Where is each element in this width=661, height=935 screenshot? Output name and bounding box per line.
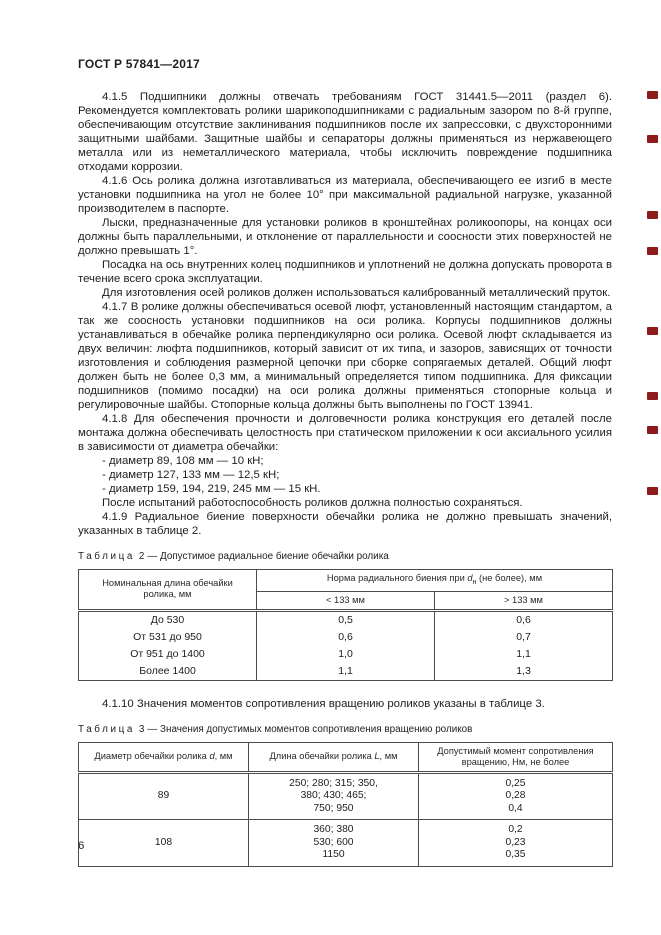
table-2-subheader-gt-133: > 133 мм [435,591,613,610]
table-2-cell: До 530 [79,610,257,629]
table-2-cell: 1,3 [435,663,613,681]
table-2-subheader-lt-133: < 133 мм [257,591,435,610]
table-3-header-d-symbol: d [209,751,215,762]
table-2-cell: 0,6 [257,629,435,646]
table-3-caption [78,724,612,735]
table-3-header-length: Длина обечайки ролика L, мм [249,742,419,772]
table-2-header-d-symbol: d [467,573,473,583]
table-2-caption-text: — Допустимое радиальное биение обечайки ролика [147,551,389,562]
page-content [78,57,612,867]
table-2-header-length: Номинальная длина обечайки ролика, мм [79,570,257,611]
document-title: ГОСТ Р 57841—2017 [78,57,200,71]
table-3-header-diameter: Диаметр обечайки ролика d, мм [79,742,249,772]
table-row [79,629,613,646]
table-3-header-moment: Допустимый момент сопротивления вращению, Нм, не более [419,742,613,772]
paragraph-posadka: Посадка на ось внутренних колец подшипников и уплотнений не должна допускать проворота в течение всего срока эксплуатации. [78,259,612,285]
paragraph-4-1-8: 4.1.8 Для обеспечения прочности и долговечности ролика конструкция его деталей после монтажа должна обеспечивать целостность при статическом приложении к оси аксиального усилия в зависимости от диаметра обечайки: [78,413,612,453]
margin-mark [647,211,658,219]
table-2-cell: 0,6 [435,610,613,629]
table-3-caption-text: — Значения допустимых моментов сопротивления вращению роликов [147,723,473,735]
table-2-cell: От 531 до 950 [79,629,257,646]
table-row [79,610,613,629]
table-row [79,663,613,681]
table-2-header-norm: Норма радиального биения при $d_н$ (не более), мм [257,570,613,592]
table-2-cell: 0,7 [435,629,613,646]
paragraph-prutok: Для изготовления осей роликов должен использоваться калиброванный металлический пруток. [102,287,611,299]
paragraph-4-1-10: 4.1.10 Значения моментов сопротивления вращению роликов указаны в таблице 3. [102,697,545,710]
table-3-header-l-symbol: L [374,751,380,762]
table-3 [78,742,613,867]
table-3-moments-cell: 0,2 0,23 0,35 [419,820,613,867]
margin-mark [647,91,658,99]
table-3-diameter-cell: 108 [79,820,249,867]
paragraph-after-tests: После испытаний работоспособность роликов должна полностью сохраняться. [102,497,523,509]
table-2-cell: 1,1 [257,663,435,681]
list-item-diameter-89-108: - диаметр 89, 108 мм — 10 кН; [102,455,264,467]
paragraph-4-1-9: 4.1.9 Радиальное биение поверхности обечайки ролика не должно превышать значений, указанных в таблице 2. [78,511,612,537]
paragraph-lyski: Лыски, предназначенные для установки роликов в кронштейнах роликоопоры, на концах оси должны быть параллельными, и отклонение от параллельности и соосности этих поверхностей не должно превышать 1°. [78,217,612,257]
margin-mark [647,327,658,335]
list-item-diameter-127-133: - диаметр 127, 133 мм — 12,5 кН; [102,469,280,481]
table-2-caption [78,551,612,562]
paragraph-4-1-7: 4.1.7 В ролике должны обеспечиваться осевой люфт, установленный настоящим стандартом, а так же соосность установки подшипников на оси ролика. Корпусы подшипников должны устанавливаться в обечайке ролика перпендикулярно оси ролика. Осевой люфт складывается из двух величин: люфта подшипников, который зависит от их типа, и зазоров, зависящих от точности изготовления и соблюдения размерной цепочки при сборке сопрягаемых деталей. Общий люфт должен быть не более 0,3 мм, а минимальный определяется типом подшипника. Для фиксации подшипников (помимо посадки) на оси ролика должны применяться стопорные кольца и регулировочные шайбы. Стопорные кольца должны быть выполнены по ГОСТ 13941. [78,301,612,411]
page-number: 6 [78,840,85,852]
list-item-diameter-159-245: - диаметр 159, 194, 219, 245 мм — 15 кН. [102,483,321,495]
paragraph-4-1-5: 4.1.5 Подшипники должны отвечать требованиям ГОСТ 31441.5—2011 (раздел 6). Рекомендуется комплектовать ролики шарикоподшипниками с радиальным зазором по 8-й группе, обеспечивающим отсутствие заклинивания подшипников после их запрессовки, с двухсторонними защитными шайбами. Защитные шайбы и сепараторы должны применяться из нержавеющего металла или из неметаллического материала, чтобы исключить повреждение подшипника отходами коррозии. [78,91,612,173]
table-row [79,820,613,867]
table-row [79,646,613,663]
table-2-caption-label: Таблица [78,551,135,562]
margin-mark [647,487,658,495]
table-2-cell: От 951 до 1400 [79,646,257,663]
table-3-caption-label: Таблица [78,723,135,735]
table-3-lengths-cell: 360; 380 530; 600 1150 [249,820,419,867]
paragraph-4-1-6: 4.1.6 Ось ролика должна изготавливаться из материала, обеспечивающего ее изгиб в месте установки подшипника на угол не более 10° при максимальной радиальной нагрузке, указанной производителем в паспорте. [78,175,612,215]
table-3-lengths-cell: 250; 280; 315; 350, 380; 430; 465; 750; 950 [249,772,419,820]
table-3-diameter-cell: 89 [79,772,249,820]
table-3-moments-cell: 0,25 0,28 0,4 [419,772,613,820]
table-row [79,772,613,820]
table-2 [78,569,613,681]
table-2-cell: 1,1 [435,646,613,663]
table-2-cell: Более 1400 [79,663,257,681]
margin-mark [647,392,658,400]
margin-mark [647,247,658,255]
table-2-cell: 0,5 [257,610,435,629]
margin-mark [647,426,658,434]
margin-mark [647,135,658,143]
table-3-caption-number: 3 [138,723,145,735]
table-2-cell: 1,0 [257,646,435,663]
table-2-caption-number: 2 [138,551,145,562]
